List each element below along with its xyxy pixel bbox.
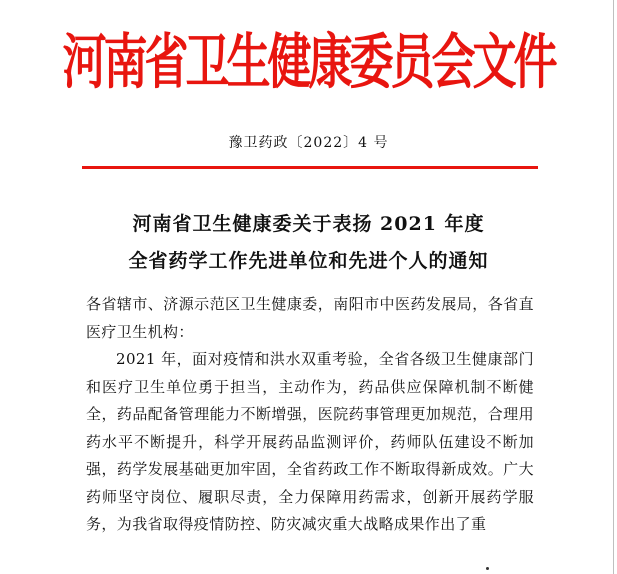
document-number: 豫卫药政〔2022〕4 号: [228, 135, 389, 151]
notice-title-line-2: 全省药学工作先进单位和先进个人的通知: [128, 250, 489, 272]
notice-body: [86, 291, 534, 539]
notice-title: [0, 206, 617, 280]
body-paragraph-1: 2021 年，面对疫情和洪水双重考验，全省各级卫生健康部门和医疗卫生单位勇于担当，主动作为，药品供应保障机制不断健全，药品配备管理能力不断增强，医院药事管理更加规范，合理用药水平不断提升，科学开展药品监测评价，药师队伍建设不断加强，药学发展基础更加牢固，全省药政工作不断取得新成效。广大药师坚守岗位、履职尽责，全力保障用药需求，创新开展药学服务，为我省取得疫情防控、防灾减灾重大战略成果作出了重: [86, 350, 534, 533]
addressee-paragraph: 各省辖市、济源示范区卫生健康委，南阳市中医药发展局，各省直医疗卫生机构：: [86, 295, 534, 341]
red-separator-rule: [82, 166, 538, 169]
stray-dot-mark: [486, 567, 489, 570]
red-header-title: 河南省卫生健康委员会文件: [62, 28, 555, 98]
notice-title-line-1: 河南省卫生健康委关于表扬 2021 年度: [132, 213, 485, 235]
